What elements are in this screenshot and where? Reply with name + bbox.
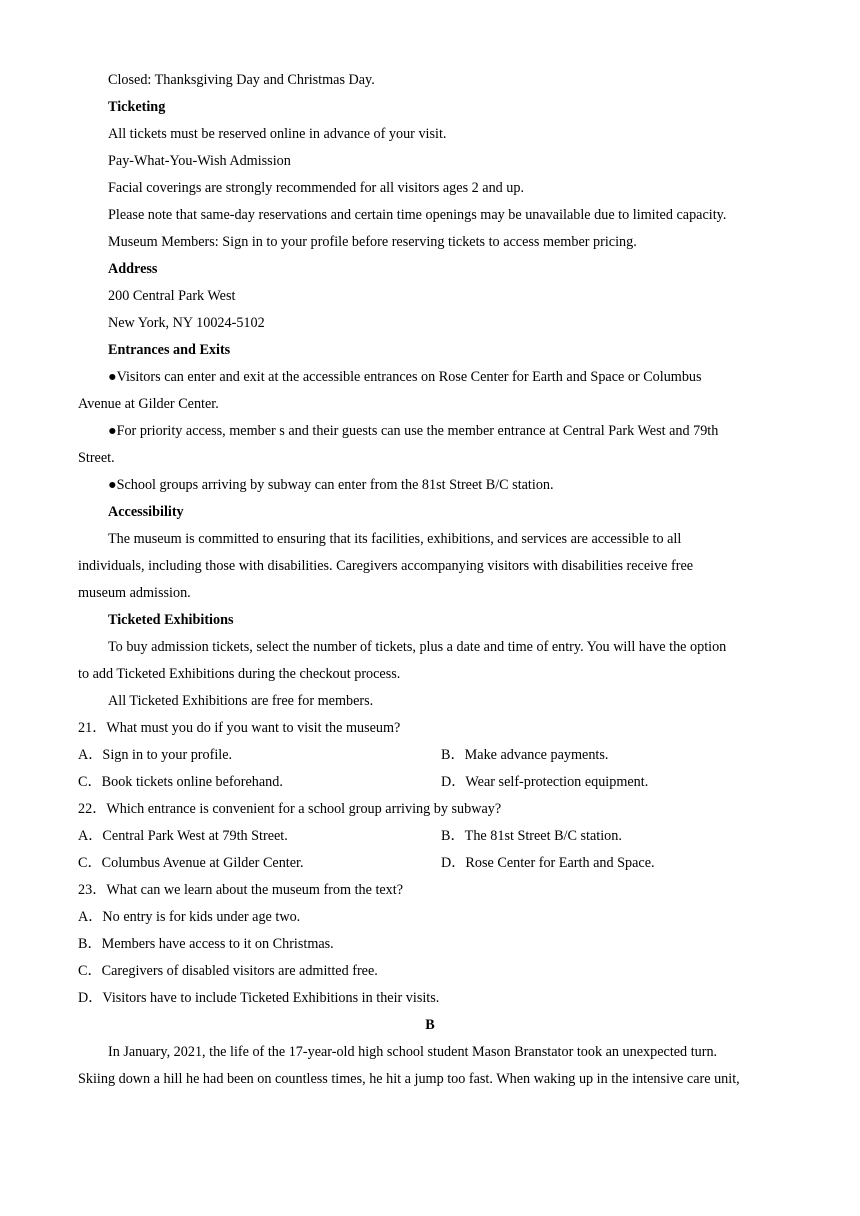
accessibility-heading: Accessibility: [108, 504, 184, 520]
entrance-bullet-3: ●School groups arriving by subway can enter from the 81st Street B/C station.: [108, 477, 554, 493]
ticketing-line: Museum Members: Sign in to your profile before reserving tickets to access member pricing.: [108, 234, 637, 250]
q22-option-d: D．Rose Center for Earth and Space.: [441, 855, 655, 871]
accessibility-line-2: individuals, including those with disabilities. Caregivers accompanying visitors with disabilities receive free: [78, 558, 694, 574]
ticketing-line: All tickets must be reserved online in advance of your visit.: [108, 126, 447, 142]
ticketed-heading: Ticketed Exhibitions: [108, 612, 234, 628]
ticketing-line: Facial coverings are strongly recommended for all visitors ages 2 and up.: [108, 180, 525, 196]
ticketing-line: Please note that same-day reservations and certain time openings may be unavailable due to limited capacity.: [108, 207, 727, 223]
accessibility-line-1: The museum is committed to ensuring that its facilities, exhibitions, and services are accessible to all: [108, 531, 682, 547]
q22-option-b: B．The 81st Street B/C station.: [441, 828, 622, 844]
passage-b-line-2: Skiing down a hill he had been on countless times, he hit a jump too fast. When waking up in the intensive care unit,: [78, 1071, 740, 1087]
q23-option-a: A．No entry is for kids under age two.: [78, 909, 301, 925]
entrance-bullet-1: ●Visitors can enter and exit at the accessible entrances on Rose Center for Earth and Space or Columbus: [108, 369, 702, 385]
passage-b-heading: B: [425, 1017, 435, 1033]
ticketing-heading: Ticketing: [108, 99, 166, 115]
entrance-bullet-1-cont: Avenue at Gilder Center.: [78, 396, 219, 412]
q22-option-a: A．Central Park West at 79th Street.: [78, 828, 288, 844]
accessibility-line-3: museum admission.: [78, 585, 191, 601]
ticketed-line-2: to add Ticketed Exhibitions during the checkout process.: [78, 666, 401, 682]
q23-option-c: C．Caregivers of disabled visitors are admitted free.: [78, 963, 378, 979]
entrance-bullet-2: ●For priority access, member s and their guests can use the member entrance at Central Park West and 79th: [108, 423, 719, 439]
address-line-1: 200 Central Park West: [108, 288, 236, 304]
entrances-heading: Entrances and Exits: [108, 342, 231, 358]
q22-option-c: C．Columbus Avenue at Gilder Center.: [78, 855, 304, 871]
ticketed-line-1: To buy admission tickets, select the number of tickets, plus a date and time of entry. You will have the option: [108, 639, 727, 655]
passage-b-line-1: In January, 2021, the life of the 17-year-old high school student Mason Branstator took an unexpected turn.: [108, 1044, 718, 1060]
question-23-stem: 23．What can we learn about the museum from the text?: [78, 882, 404, 898]
q21-option-a: A．Sign in to your profile.: [78, 747, 233, 763]
address-line-2: New York, NY 10024-5102: [108, 315, 265, 331]
ticketed-line-3: All Ticketed Exhibitions are free for members.: [108, 693, 374, 709]
closed-days-text: Closed: Thanksgiving Day and Christmas Day.: [108, 72, 375, 88]
entrance-bullet-2-cont: Street.: [78, 450, 115, 466]
q21-option-c: C．Book tickets online beforehand.: [78, 774, 283, 790]
q21-option-d: D．Wear self-protection equipment.: [441, 774, 649, 790]
q23-option-b: B．Members have access to it on Christmas.: [78, 936, 334, 952]
ticketing-line: Pay-What-You-Wish Admission: [108, 153, 291, 169]
address-heading: Address: [108, 261, 158, 277]
question-21-stem: 21．What must you do if you want to visit the museum?: [78, 720, 401, 736]
q21-option-b: B．Make advance payments.: [441, 747, 609, 763]
q23-option-d: D．Visitors have to include Ticketed Exhibitions in their visits.: [78, 990, 440, 1006]
question-22-stem: 22．Which entrance is convenient for a school group arriving by subway?: [78, 801, 502, 817]
